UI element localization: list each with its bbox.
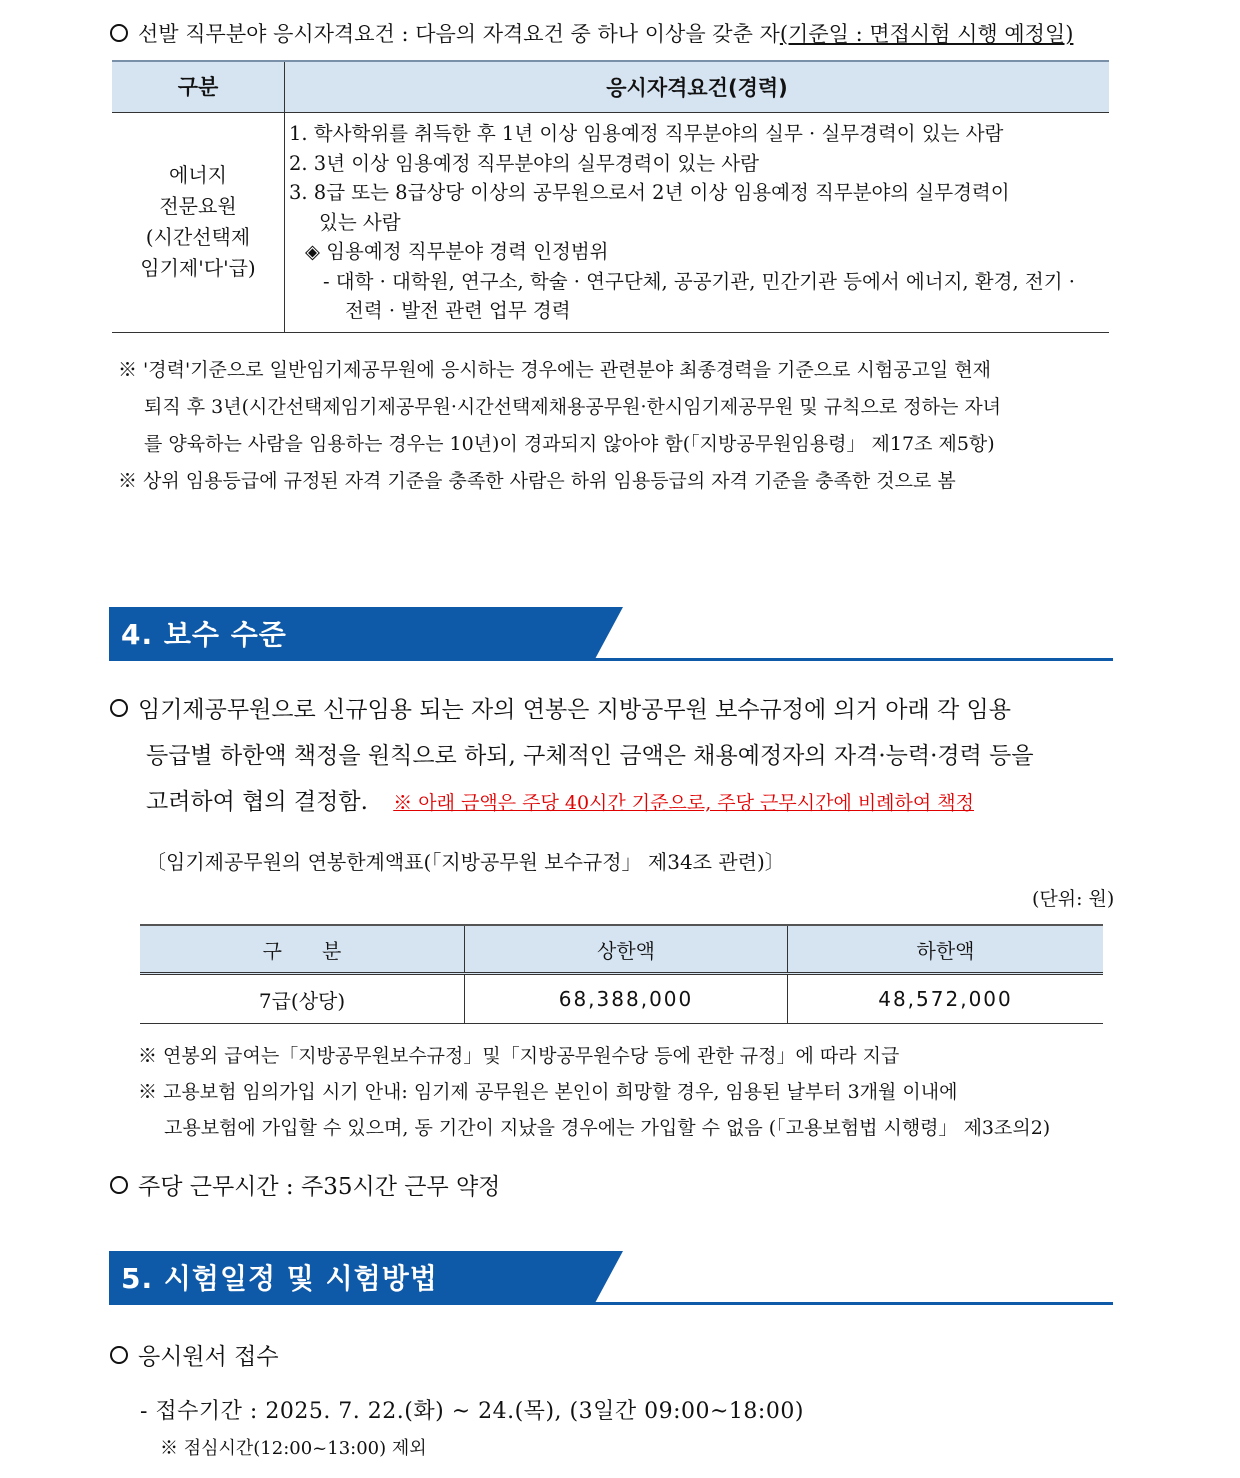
table-row [112,113,1109,333]
upper-limit-cell: 68,388,000 [465,974,788,1024]
column-header: 하한액 [788,925,1104,974]
qualification-table [112,60,1109,333]
column-header: 구분 [112,61,285,113]
circle-bullet-icon [110,24,128,42]
salary-paragraph: 임기제공무원으로 신규임용 되는 자의 연봉은 지방공무원 보수규정에 의거 아래 각 임용 등급별 하한액 책정을 원칙으로 하되, 구체적인 금액은 채용예정자의 자격·능력·경력 등을 고려하여 협의 결정함. ※ 아래 금액은 주당 40시간 기준으로, 주당 근무시간에 비례하여 책정 [110,687,1140,826]
application-item: 응시원서 접수 [110,1338,279,1371]
column-header: 구 분 [140,925,465,974]
lunch-note: ※ 점심시간(12:00~13:00) 제외 [160,1438,427,1459]
red-note: ※ 아래 금액은 주당 40시간 기준으로, 주당 근무시간에 비례하여 책정 [393,792,974,814]
unit-label: (단위: 원) [1032,888,1115,910]
work-hours: 주당 근무시간 : 주35시간 근무 약정 [110,1168,500,1201]
salary-notes: ※ 연봉외 급여는「지방공무원보수규정」및「지방공무원수당 등에 관한 규정」에 따라 지급 ※ 고용보험 임의가입 시기 안내: 임기제 공무원은 본인이 희망할 경우, 임용된 날부터 3개월 이내에 고용보험에 가입할 수 있으며, 동 기간이 지났을 경우에는 가입할 수 없음 (「고용보험법 시행령」 제3조의2) [138,1045,1051,1139]
section-4-header [109,607,1113,665]
section-4-title: 4. 보수 수준 [121,618,287,651]
table-header-row [140,925,1103,974]
category-cell: 에너지 전문요원 (시간선택제 임기제'다'급) [112,113,285,333]
table-caption: 〔임기제공무원의 연봉한계액표(「지방공무원 보수규정」 제34조 관련)〕 [146,850,785,874]
circle-bullet-icon [110,1346,128,1364]
qualification-notes: ※ '경력'기준으로 일반임기제공무원에 응시하는 경우에는 관련분야 최종경력을 기준으로 시험공고일 현재 퇴직 후 3년(시간선택제임기제공무원·시간선택제채용공무원·한시임기제공무원 및 규칙으로 정하는 자녀 를 양육하는 사람을 임용하는 경우는 10년)이 경과되지 않아야 함(「지방공무원임용령」 제17조 제5항) ※ 상위 임용등급에 규정된 자격 기준을 충족한 사람은 하위 임용등급의 자격 기준을 충족한 것으로 봄 [118,359,1002,492]
table-row [140,974,1103,1024]
qualification-heading: 선발 직무분야 응시자격요건 : 다음의 자격요건 중 하나 이상을 갖춘 자(기준일 : 면접시험 시행 예정일) [110,18,1073,48]
section-5-title: 5. 시험일정 및 시험방법 [121,1262,438,1295]
circle-bullet-icon [110,1176,128,1194]
grade-cell: 7급(상당) [140,974,465,1024]
circle-bullet-icon [110,699,128,717]
column-header: 상한액 [465,925,788,974]
salary-table [140,924,1103,1024]
table-header-row [112,61,1109,113]
column-header: 응시자격요건(경력) [285,61,1110,113]
requirements-cell: 1. 학사학위를 취득한 후 1년 이상 임용예정 직무분야의 실무 · 실무경력이 있는 사람 2. 3년 이상 임용예정 직무분야의 실무경력이 있는 사람 3. 8급 또는 8급상당 이상의 공무원으로서 2년 이상 임용예정 직무분야의 실무경력이 있는 사람 ◈ 임용예정 직무분야 경력 인정범위 - 대학 · 대학원, 연구소, 학술 · 연구단체, 공공기관, 민간기관 등에서 에너지, 환경, 전기 · 전력 · 발전 관련 업무 경력 [285,113,1110,333]
application-period: - 접수기간 : 2025. 7. 22.(화) ~ 24.(목), (3일간 09:00~18:00) [140,1399,804,1424]
section-5-header [109,1251,1113,1309]
lower-limit-cell: 48,572,000 [788,974,1104,1024]
